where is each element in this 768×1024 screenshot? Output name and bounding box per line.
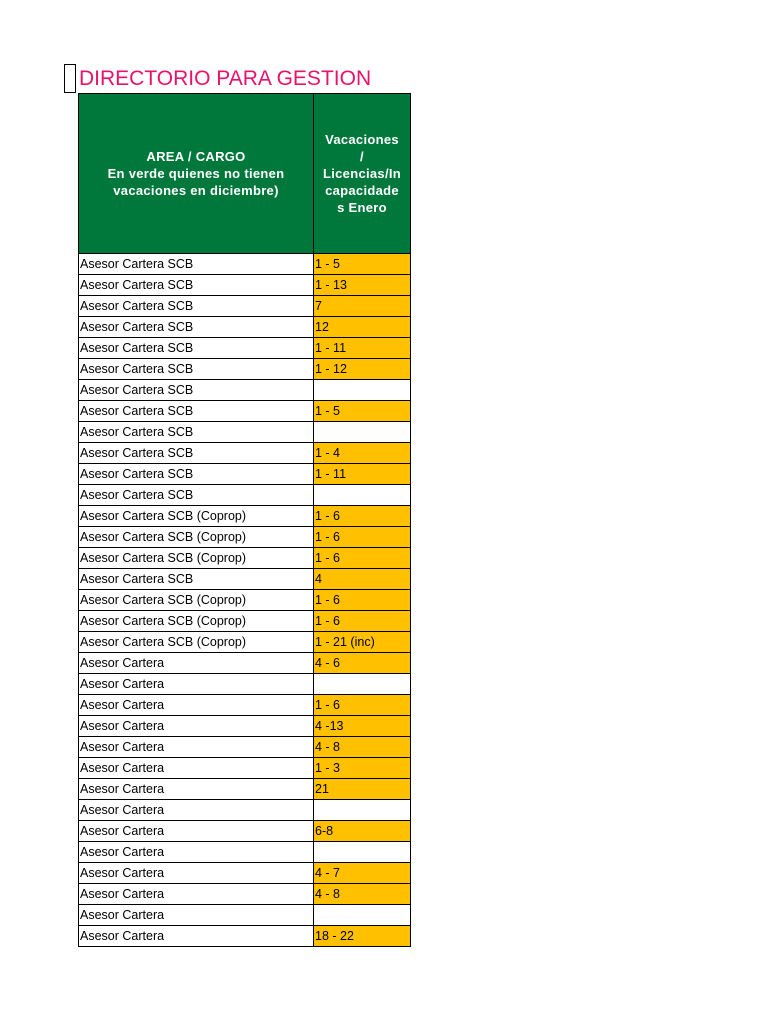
vacaciones-cell[interactable]: 21 bbox=[314, 779, 411, 800]
table-row bbox=[79, 485, 411, 506]
vacaciones-cell[interactable]: 1 - 11 bbox=[314, 464, 411, 485]
area-cell[interactable]: Asesor Cartera SCB bbox=[79, 380, 314, 401]
area-cell[interactable]: Asesor Cartera SCB bbox=[79, 569, 314, 590]
area-cell[interactable]: Asesor Cartera bbox=[79, 779, 314, 800]
table-row bbox=[79, 863, 411, 884]
vac-header-line: / bbox=[360, 149, 364, 164]
vac-header-line: s Enero bbox=[337, 200, 387, 215]
table-row bbox=[79, 401, 411, 422]
vacaciones-cell[interactable]: 1 - 6 bbox=[314, 548, 411, 569]
vacaciones-cell[interactable]: 12 bbox=[314, 317, 411, 338]
table-row bbox=[79, 590, 411, 611]
vacaciones-cell[interactable]: 1 - 12 bbox=[314, 359, 411, 380]
area-cell[interactable]: Asesor Cartera bbox=[79, 800, 314, 821]
table-row bbox=[79, 359, 411, 380]
table-row bbox=[79, 506, 411, 527]
vacaciones-header[interactable] bbox=[314, 94, 411, 254]
area-cell[interactable]: Asesor Cartera bbox=[79, 653, 314, 674]
table-row bbox=[79, 800, 411, 821]
vacaciones-cell[interactable] bbox=[314, 905, 411, 926]
area-cell[interactable]: Asesor Cartera SCB bbox=[79, 338, 314, 359]
table-row bbox=[79, 632, 411, 653]
vacaciones-cell[interactable] bbox=[314, 485, 411, 506]
vacaciones-cell[interactable]: 1 - 6 bbox=[314, 611, 411, 632]
table-row bbox=[79, 758, 411, 779]
vac-header-line: Vacaciones bbox=[325, 132, 399, 147]
table-row bbox=[79, 275, 411, 296]
table-row bbox=[79, 884, 411, 905]
vacaciones-cell[interactable]: 1 - 3 bbox=[314, 758, 411, 779]
table-row bbox=[79, 716, 411, 737]
table-row bbox=[79, 527, 411, 548]
area-header-line: AREA / CARGO bbox=[146, 149, 246, 164]
area-cell[interactable]: Asesor Cartera SCB bbox=[79, 317, 314, 338]
vacaciones-cell[interactable]: 1 - 21 (inc) bbox=[314, 632, 411, 653]
area-cell[interactable]: Asesor Cartera SCB bbox=[79, 275, 314, 296]
table-row bbox=[79, 548, 411, 569]
vacaciones-cell[interactable]: 1 - 13 bbox=[314, 275, 411, 296]
vacaciones-cell[interactable] bbox=[314, 800, 411, 821]
vacaciones-cell[interactable]: 7 bbox=[314, 296, 411, 317]
vacaciones-cell[interactable]: 1 - 5 bbox=[314, 254, 411, 275]
table-row bbox=[79, 422, 411, 443]
table-row bbox=[79, 905, 411, 926]
vacaciones-cell[interactable]: 4 bbox=[314, 569, 411, 590]
vac-header-line: capacidade bbox=[325, 183, 399, 198]
area-cell[interactable]: Asesor Cartera SCB (Coprop) bbox=[79, 611, 314, 632]
area-cell[interactable]: Asesor Cartera bbox=[79, 716, 314, 737]
area-cell[interactable]: Asesor Cartera SCB (Coprop) bbox=[79, 527, 314, 548]
vacaciones-cell[interactable]: 1 - 6 bbox=[314, 695, 411, 716]
area-cell[interactable]: Asesor Cartera bbox=[79, 863, 314, 884]
area-cell[interactable]: Asesor Cartera bbox=[79, 926, 314, 947]
vacaciones-cell[interactable]: 6-8 bbox=[314, 821, 411, 842]
area-cell[interactable]: Asesor Cartera SCB bbox=[79, 359, 314, 380]
table-row bbox=[79, 842, 411, 863]
area-cell[interactable]: Asesor Cartera SCB bbox=[79, 401, 314, 422]
vacaciones-cell[interactable] bbox=[314, 674, 411, 695]
area-cell[interactable]: Asesor Cartera bbox=[79, 737, 314, 758]
area-cell[interactable]: Asesor Cartera SCB bbox=[79, 485, 314, 506]
table-row bbox=[79, 380, 411, 401]
area-cell[interactable]: Asesor Cartera SCB bbox=[79, 443, 314, 464]
vacaciones-cell[interactable]: 1 - 6 bbox=[314, 527, 411, 548]
vacaciones-cell[interactable]: 18 - 22 bbox=[314, 926, 411, 947]
table-row bbox=[79, 338, 411, 359]
table-row bbox=[79, 464, 411, 485]
area-header-line: vacaciones en diciembre) bbox=[113, 183, 279, 198]
page-title: DIRECTORIO PARA GESTION bbox=[79, 67, 372, 90]
table-row bbox=[79, 821, 411, 842]
area-cell[interactable]: Asesor Cartera SCB bbox=[79, 464, 314, 485]
table-row bbox=[79, 926, 411, 947]
table-row bbox=[79, 779, 411, 800]
directory-table bbox=[78, 93, 411, 947]
vacaciones-cell[interactable]: 4 - 8 bbox=[314, 737, 411, 758]
area-cell[interactable]: Asesor Cartera SCB bbox=[79, 254, 314, 275]
table-row bbox=[79, 653, 411, 674]
vacaciones-cell[interactable]: 4 - 8 bbox=[314, 884, 411, 905]
vacaciones-cell[interactable]: 1 - 6 bbox=[314, 506, 411, 527]
table-row bbox=[79, 611, 411, 632]
vac-header-line: Licencias/In bbox=[322, 166, 402, 181]
vacaciones-cell[interactable]: 1 - 11 bbox=[314, 338, 411, 359]
area-cell[interactable]: Asesor Cartera SCB (Coprop) bbox=[79, 590, 314, 611]
table-body bbox=[79, 254, 411, 947]
table-row bbox=[79, 296, 411, 317]
table-row bbox=[79, 695, 411, 716]
vacaciones-cell[interactable]: 1 - 5 bbox=[314, 401, 411, 422]
area-cell[interactable]: Asesor Cartera SCB bbox=[79, 296, 314, 317]
table-row bbox=[79, 317, 411, 338]
area-cell[interactable]: Asesor Cartera bbox=[79, 842, 314, 863]
area-cell[interactable]: Asesor Cartera bbox=[79, 821, 314, 842]
vacaciones-cell[interactable] bbox=[314, 380, 411, 401]
area-cell[interactable]: Asesor Cartera bbox=[79, 758, 314, 779]
vacaciones-cell[interactable]: 1 - 4 bbox=[314, 443, 411, 464]
area-cell[interactable]: Asesor Cartera SCB bbox=[79, 422, 314, 443]
area-cargo-header[interactable] bbox=[79, 94, 314, 254]
header-row bbox=[79, 94, 411, 254]
vacaciones-cell[interactable] bbox=[314, 842, 411, 863]
area-cell[interactable]: Asesor Cartera bbox=[79, 674, 314, 695]
vacaciones-cell[interactable]: 4 -13 bbox=[314, 716, 411, 737]
table-row bbox=[79, 254, 411, 275]
area-cell[interactable]: Asesor Cartera bbox=[79, 884, 314, 905]
area-cell[interactable]: Asesor Cartera SCB (Coprop) bbox=[79, 506, 314, 527]
area-header-line: En verde quienes no tienen bbox=[107, 166, 285, 181]
table-row bbox=[79, 737, 411, 758]
area-cell[interactable]: Asesor Cartera bbox=[79, 695, 314, 716]
vacaciones-cell[interactable] bbox=[314, 422, 411, 443]
vacaciones-cell[interactable]: 4 - 6 bbox=[314, 653, 411, 674]
vacaciones-cell[interactable]: 1 - 6 bbox=[314, 590, 411, 611]
table-row bbox=[79, 569, 411, 590]
table-row bbox=[79, 674, 411, 695]
area-cell[interactable]: Asesor Cartera SCB (Coprop) bbox=[79, 632, 314, 653]
vacaciones-cell[interactable]: 4 - 7 bbox=[314, 863, 411, 884]
table-row bbox=[79, 443, 411, 464]
area-cell[interactable]: Asesor Cartera SCB (Coprop) bbox=[79, 548, 314, 569]
area-cell[interactable]: Asesor Cartera bbox=[79, 905, 314, 926]
selected-cell-marker[interactable] bbox=[64, 64, 76, 93]
